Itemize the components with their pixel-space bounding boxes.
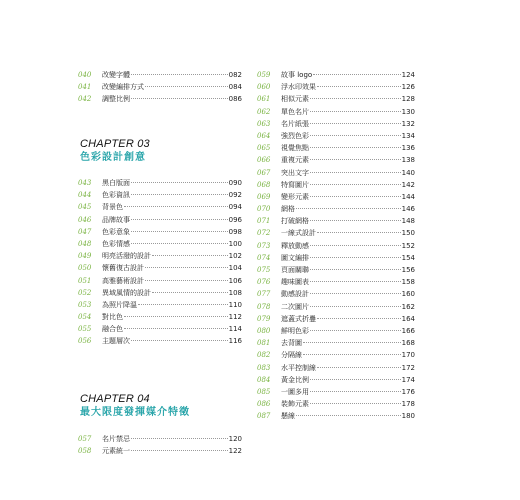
entry-number: 057 xyxy=(78,435,92,443)
entry-number: 065 xyxy=(257,144,271,153)
dot-leader xyxy=(313,74,400,75)
dot-leader xyxy=(152,292,228,293)
entry-title: 名片紙張 xyxy=(281,119,309,128)
dot-leader xyxy=(310,391,401,392)
toc-entry[interactable] xyxy=(257,69,415,81)
entry-number: 078 xyxy=(257,302,271,311)
toc-entry[interactable] xyxy=(257,240,415,252)
entry-title: 鮮明色彩 xyxy=(281,326,309,335)
dot-leader xyxy=(131,231,228,232)
entry-page-number: 128 xyxy=(401,95,415,104)
dot-leader xyxy=(310,172,401,173)
entry-title: 突出文字 xyxy=(281,168,309,177)
entry-number: 063 xyxy=(257,119,271,128)
entry-number: 073 xyxy=(257,241,271,250)
entry-title: 高雅藝術設計 xyxy=(102,276,144,285)
toc-entry[interactable] xyxy=(78,323,242,335)
entry-number: 045 xyxy=(78,203,92,212)
toc-entry[interactable] xyxy=(257,288,415,300)
entry-number: 053 xyxy=(78,300,92,309)
entry-title: 為照片降溫 xyxy=(102,300,137,309)
entry-page-number: 092 xyxy=(228,191,242,200)
chapter-03-heading xyxy=(80,138,150,164)
toc-entry[interactable] xyxy=(78,433,242,445)
entry-page-number: 120 xyxy=(228,435,242,443)
entry-number: 058 xyxy=(78,447,92,456)
toc-entry[interactable] xyxy=(257,118,415,130)
entry-number: 084 xyxy=(257,375,271,384)
entry-number: 059 xyxy=(257,71,271,79)
entry-title: 元素統一 xyxy=(102,447,130,456)
entry-number: 085 xyxy=(257,387,271,396)
entry-page-number: 090 xyxy=(228,179,242,187)
entry-title: 故事 logo xyxy=(281,71,313,79)
entry-title: 品牌故事 xyxy=(102,215,130,224)
entry-page-number: 166 xyxy=(401,326,415,335)
entry-page-number: 134 xyxy=(401,131,415,140)
entry-number: 043 xyxy=(78,179,92,187)
toc-entry[interactable] xyxy=(78,93,242,105)
dot-leader xyxy=(310,135,401,136)
dot-leader xyxy=(131,450,228,451)
dot-leader xyxy=(317,86,401,87)
entry-number: 082 xyxy=(257,351,271,360)
entry-title: 明亮活潑的設計 xyxy=(102,252,151,261)
entry-page-number: 132 xyxy=(401,119,415,128)
dot-leader xyxy=(131,340,228,341)
toc-entry[interactable] xyxy=(257,179,415,191)
entry-number: 066 xyxy=(257,156,271,165)
toc-entry[interactable] xyxy=(78,226,242,238)
entry-number: 052 xyxy=(78,288,92,297)
entry-title: 背景色 xyxy=(102,203,123,212)
entry-page-number: 156 xyxy=(401,266,415,274)
entry-number: 048 xyxy=(78,239,92,248)
entry-title: 對比色 xyxy=(102,313,123,322)
entry-title: 強烈色彩 xyxy=(281,131,309,140)
entry-title: 一線式設計 xyxy=(281,229,316,238)
entry-page-number: 110 xyxy=(228,300,242,309)
entry-title: 懷舊復古設計 xyxy=(102,264,144,273)
toc-entry[interactable] xyxy=(78,299,242,311)
entry-title: 浮水印效果 xyxy=(281,83,316,92)
entry-title: 打破網格 xyxy=(281,217,309,226)
toc-entry[interactable] xyxy=(78,445,242,457)
entry-number: 079 xyxy=(257,314,271,323)
toc-entry[interactable] xyxy=(257,362,415,374)
dot-leader xyxy=(296,208,401,209)
entry-number: 070 xyxy=(257,205,271,214)
chapter-title: 最大限度發揮媒介特徵 xyxy=(80,407,190,418)
dot-leader xyxy=(310,330,401,331)
toc-entry[interactable] xyxy=(257,203,415,215)
entry-page-number: 102 xyxy=(228,252,242,261)
toc-entry[interactable] xyxy=(78,69,242,81)
chapter-04-heading xyxy=(80,393,190,419)
entry-title: 分隔線 xyxy=(281,351,302,360)
toc-group-right xyxy=(257,69,415,422)
dot-leader xyxy=(317,318,401,319)
entry-number: 050 xyxy=(78,264,92,273)
dot-leader xyxy=(303,342,401,343)
dot-leader xyxy=(131,243,228,244)
toc-entry[interactable] xyxy=(78,238,242,250)
dot-leader xyxy=(310,159,401,160)
entry-page-number: 116 xyxy=(228,337,242,346)
entry-title: 遮蓋式折疊 xyxy=(281,314,316,323)
entry-number: 067 xyxy=(257,168,271,177)
toc-entry[interactable] xyxy=(257,106,415,118)
entry-title: 裝飾元素 xyxy=(281,400,309,409)
entry-number: 083 xyxy=(257,363,271,372)
toc-entry[interactable] xyxy=(257,130,415,142)
entry-number: 041 xyxy=(78,83,92,92)
entry-page-number: 180 xyxy=(401,412,415,421)
entry-page-number: 126 xyxy=(401,83,415,92)
dot-leader xyxy=(296,415,401,416)
entry-number: 071 xyxy=(257,217,271,226)
dot-leader xyxy=(124,316,228,317)
chapter-label: CHAPTER 04 xyxy=(80,393,150,405)
dot-leader xyxy=(138,304,228,305)
entry-page-number: 152 xyxy=(401,241,415,250)
dot-leader xyxy=(310,98,401,99)
entry-title: 黑白版面 xyxy=(102,179,130,187)
dot-leader xyxy=(310,196,401,197)
dot-leader xyxy=(317,367,401,368)
entry-page-number: 112 xyxy=(228,313,242,322)
toc-entry[interactable] xyxy=(78,177,242,189)
entry-page-number: 096 xyxy=(228,215,242,224)
entry-number: 062 xyxy=(257,107,271,116)
entry-title: 色彩意象 xyxy=(102,227,130,236)
dot-leader xyxy=(131,219,228,220)
entry-number: 051 xyxy=(78,276,92,285)
entry-page-number: 144 xyxy=(401,192,415,201)
entry-title: 視覺焦點 xyxy=(281,144,309,153)
entry-title: 重複元素 xyxy=(281,156,309,165)
dot-leader xyxy=(131,98,228,99)
entry-number: 075 xyxy=(257,266,271,274)
entry-page-number: 108 xyxy=(228,288,242,297)
entry-page-number: 158 xyxy=(401,278,415,287)
toc-entry[interactable] xyxy=(78,287,242,299)
dot-leader xyxy=(310,245,401,246)
dot-leader xyxy=(310,269,401,270)
entry-title: 改變字體 xyxy=(102,71,130,79)
toc-entry[interactable] xyxy=(257,191,415,203)
toc-entry[interactable] xyxy=(257,167,415,179)
entry-number: 060 xyxy=(257,83,271,92)
entry-page-number: 174 xyxy=(401,375,415,384)
entry-number: 055 xyxy=(78,325,92,334)
toc-entry[interactable] xyxy=(257,264,415,276)
toc-entry[interactable] xyxy=(257,398,415,410)
entry-title: 相似元素 xyxy=(281,95,309,104)
entry-page-number: 178 xyxy=(401,400,415,409)
entry-page-number: 084 xyxy=(228,83,242,92)
toc-entry[interactable] xyxy=(78,262,242,274)
toc-entry[interactable] xyxy=(78,201,242,213)
entry-number: 040 xyxy=(78,71,92,79)
dot-leader xyxy=(310,111,401,112)
dot-leader xyxy=(131,438,228,439)
dot-leader xyxy=(124,206,228,207)
entry-page-number: 142 xyxy=(401,180,415,189)
entry-title: 特寫圖片 xyxy=(281,180,309,189)
toc-entry[interactable] xyxy=(257,313,415,325)
toc-entry[interactable] xyxy=(257,349,415,361)
toc-entry[interactable] xyxy=(257,252,415,264)
toc-entry[interactable] xyxy=(257,410,415,422)
entry-title: 動感設計 xyxy=(281,290,309,299)
entry-number: 072 xyxy=(257,229,271,238)
entry-page-number: 148 xyxy=(401,217,415,226)
toc-group-top xyxy=(78,69,242,106)
entry-page-number: 100 xyxy=(228,239,242,248)
entry-page-number: 140 xyxy=(401,168,415,177)
dot-leader xyxy=(310,257,401,258)
entry-title: 去背圖 xyxy=(281,339,302,348)
entry-number: 049 xyxy=(78,252,92,261)
dot-leader xyxy=(303,354,401,355)
entry-title: 色彩資訊 xyxy=(102,191,130,200)
toc-entry[interactable] xyxy=(257,325,415,337)
toc-entry[interactable] xyxy=(78,335,242,347)
toc-entry[interactable] xyxy=(257,227,415,239)
entry-page-number: 098 xyxy=(228,227,242,236)
entry-title: 二次圖片 xyxy=(281,302,309,311)
entry-title: 懸線 xyxy=(281,412,295,421)
entry-page-number: 094 xyxy=(228,203,242,212)
entry-page-number: 154 xyxy=(401,253,415,262)
entry-title: 異域風情的設計 xyxy=(102,288,151,297)
toc-entry[interactable] xyxy=(257,301,415,313)
entry-title: 一圖多用 xyxy=(281,387,309,396)
entry-title: 單色名片 xyxy=(281,107,309,116)
toc-entry[interactable] xyxy=(257,154,415,166)
entry-page-number: 164 xyxy=(401,314,415,323)
dot-leader xyxy=(145,86,228,87)
toc-group-chapter-03 xyxy=(78,177,242,348)
toc-entry[interactable] xyxy=(78,250,242,262)
entry-number: 074 xyxy=(257,253,271,262)
entry-title: 水平控制線 xyxy=(281,363,316,372)
entry-title: 趣味圖表 xyxy=(281,278,309,287)
entry-title: 主題層次 xyxy=(102,337,130,346)
entry-title: 變形元素 xyxy=(281,192,309,201)
entry-number: 054 xyxy=(78,313,92,322)
entry-page-number: 150 xyxy=(401,229,415,238)
entry-page-number: 124 xyxy=(401,71,415,79)
entry-title: 名片禁忌 xyxy=(102,435,130,443)
entry-number: 056 xyxy=(78,337,92,346)
entry-title: 黃金比例 xyxy=(281,375,309,384)
entry-page-number: 176 xyxy=(401,387,415,396)
toc-entry[interactable] xyxy=(257,93,415,105)
dot-leader xyxy=(310,123,401,124)
toc-entry[interactable] xyxy=(78,189,242,201)
dot-leader xyxy=(310,147,401,148)
chapter-title: 色彩設計創意 xyxy=(80,152,146,163)
entry-number: 076 xyxy=(257,278,271,287)
entry-page-number: 138 xyxy=(401,156,415,165)
dot-leader xyxy=(310,184,401,185)
dot-leader xyxy=(145,267,228,268)
entry-title: 色彩情感 xyxy=(102,239,130,248)
toc-entry[interactable] xyxy=(78,214,242,226)
toc-entry[interactable] xyxy=(78,311,242,323)
entry-page-number: 082 xyxy=(228,71,242,79)
dot-leader xyxy=(317,232,401,233)
entry-page-number: 104 xyxy=(228,264,242,273)
toc-entry[interactable] xyxy=(78,275,242,287)
entry-number: 044 xyxy=(78,191,92,200)
entry-title: 改變編排方式 xyxy=(102,83,144,92)
toc-entry[interactable] xyxy=(78,81,242,93)
entry-number: 068 xyxy=(257,180,271,189)
dot-leader xyxy=(145,280,228,281)
entry-number: 061 xyxy=(257,95,271,104)
entry-title: 頁面關聯 xyxy=(281,266,309,274)
entry-number: 042 xyxy=(78,95,92,104)
dot-leader xyxy=(310,281,401,282)
entry-number: 064 xyxy=(257,131,271,140)
entry-number: 046 xyxy=(78,215,92,224)
entry-page-number: 172 xyxy=(401,363,415,372)
toc-entry[interactable] xyxy=(257,81,415,93)
toc-entry[interactable] xyxy=(257,215,415,227)
dot-leader xyxy=(131,194,228,195)
toc-entry[interactable] xyxy=(257,142,415,154)
entry-page-number: 114 xyxy=(228,325,242,334)
dot-leader xyxy=(124,328,228,329)
entry-page-number: 136 xyxy=(401,144,415,153)
entry-page-number: 170 xyxy=(401,351,415,360)
dot-leader xyxy=(310,403,401,404)
entry-page-number: 160 xyxy=(401,290,415,299)
entry-title: 調整比例 xyxy=(102,95,130,104)
entry-number: 069 xyxy=(257,192,271,201)
entry-title: 網格 xyxy=(281,205,295,214)
dot-leader xyxy=(310,306,401,307)
entry-page-number: 106 xyxy=(228,276,242,285)
entry-number: 047 xyxy=(78,227,92,236)
toc-entry[interactable] xyxy=(257,386,415,398)
toc-group-chapter-04 xyxy=(78,433,242,457)
entry-page-number: 130 xyxy=(401,107,415,116)
entry-number: 081 xyxy=(257,339,271,348)
dot-leader xyxy=(310,379,401,380)
dot-leader xyxy=(310,293,401,294)
entry-title: 圖文編排 xyxy=(281,253,309,262)
entry-number: 087 xyxy=(257,412,271,421)
entry-title: 融合色 xyxy=(102,325,123,334)
entry-page-number: 146 xyxy=(401,205,415,214)
toc-entry[interactable] xyxy=(257,337,415,349)
dot-leader xyxy=(152,255,228,256)
dot-leader xyxy=(310,220,401,221)
toc-entry[interactable] xyxy=(257,276,415,288)
entry-page-number: 162 xyxy=(401,302,415,311)
dot-leader xyxy=(131,182,228,183)
chapter-label: CHAPTER 03 xyxy=(80,138,150,150)
toc-entry[interactable] xyxy=(257,374,415,386)
entry-number: 080 xyxy=(257,326,271,335)
entry-page-number: 168 xyxy=(401,339,415,348)
entry-page-number: 122 xyxy=(228,447,242,456)
entry-page-number: 086 xyxy=(228,95,242,104)
entry-number: 077 xyxy=(257,290,271,299)
dot-leader xyxy=(131,74,228,75)
entry-title: 釋放動感 xyxy=(281,241,309,250)
entry-number: 086 xyxy=(257,400,271,409)
